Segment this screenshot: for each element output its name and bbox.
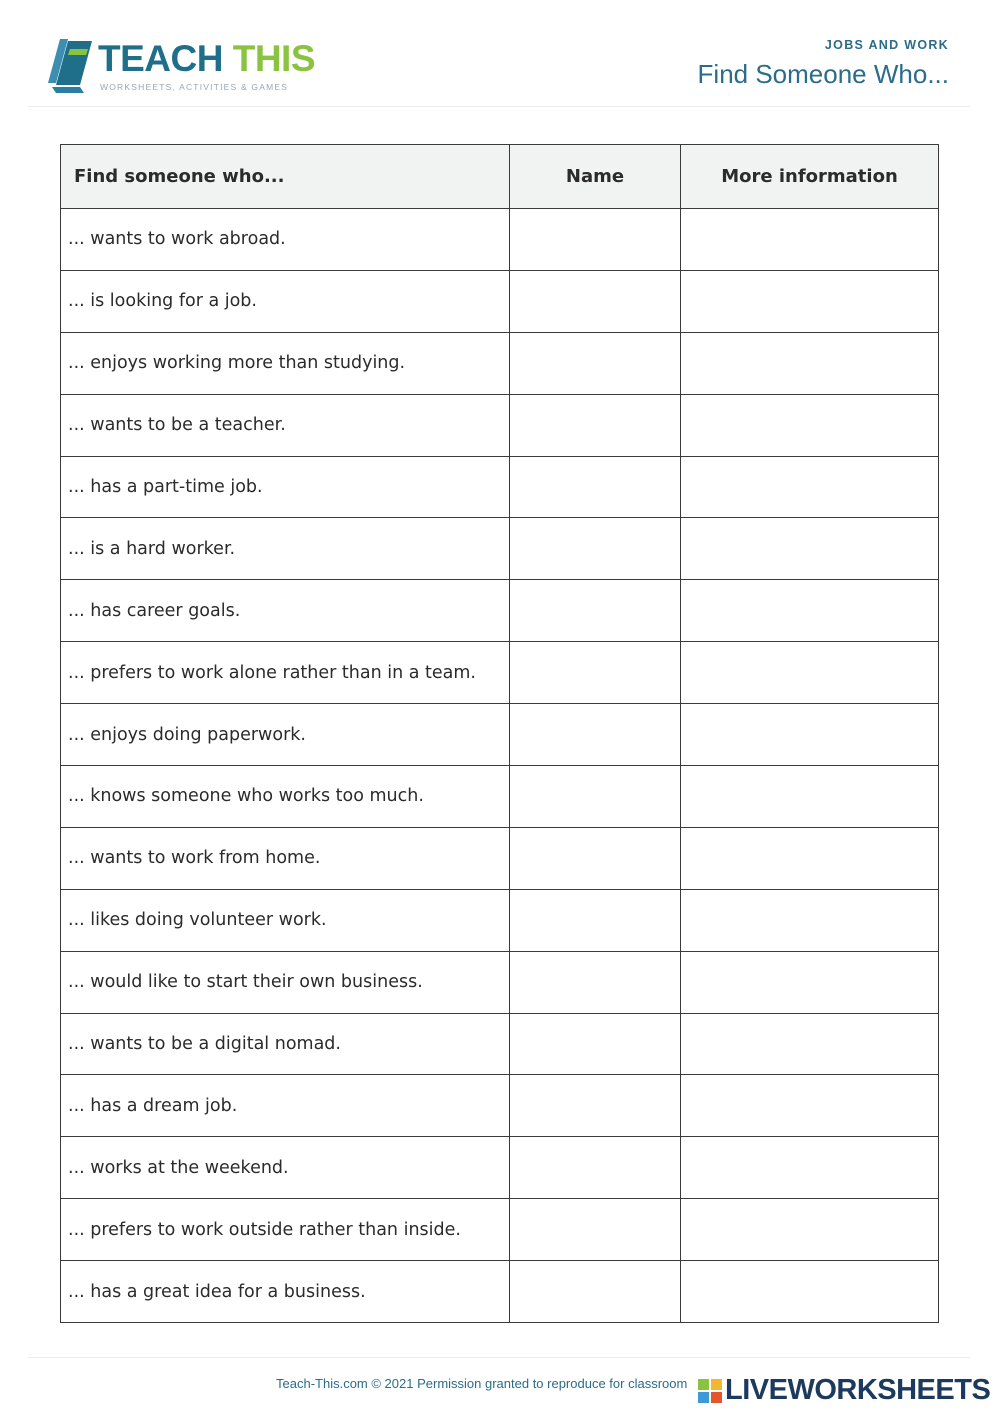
prompt-cell: ... is a hard worker. [61,518,510,580]
name-cell[interactable] [510,580,681,642]
worksheet-header [698,38,949,90]
more-information-cell[interactable] [681,1261,939,1323]
more-information-cell[interactable] [681,394,939,456]
more-information-cell[interactable] [681,1013,939,1075]
prompt-cell: ... has a dream job. [61,1075,510,1137]
prompt-cell: ... has a great idea for a business. [61,1261,510,1323]
more-information-cell[interactable] [681,332,939,394]
teachthis-logo [46,33,316,95]
name-cell[interactable] [510,209,681,271]
find-someone-table [60,144,939,1323]
category-label: JOBS AND WORK [824,38,949,52]
name-cell[interactable] [510,704,681,766]
name-cell[interactable] [510,1075,681,1137]
table-row [61,1075,939,1137]
header-more-information: More information [681,145,939,209]
header-divider [28,106,970,107]
table-row [61,766,939,828]
prompt-cell: ... likes doing volunteer work. [61,889,510,951]
more-information-cell[interactable] [681,827,939,889]
more-information-cell[interactable] [681,1137,939,1199]
name-cell[interactable] [510,1199,681,1261]
name-cell[interactable] [510,518,681,580]
logo-wordmark: TEACH THIS [98,38,316,79]
name-cell[interactable] [510,827,681,889]
table-row [61,642,939,704]
prompt-cell: ... prefers to work alone rather than in a team. [61,642,510,704]
more-information-cell[interactable] [681,580,939,642]
table-row [61,1199,939,1261]
prompt-cell: ... prefers to work outside rather than inside. [61,1199,510,1261]
table-row [61,456,939,518]
name-cell[interactable] [510,642,681,704]
name-cell[interactable] [510,270,681,332]
prompt-cell: ... wants to be a teacher. [61,394,510,456]
table-row [61,518,939,580]
more-information-cell[interactable] [681,1075,939,1137]
prompt-cell: ... wants to be a digital nomad. [61,1013,510,1075]
more-information-cell[interactable] [681,209,939,271]
logo-tagline: WORKSHEETS, ACTIVITIES & GAMES [100,82,289,92]
table-row [61,889,939,951]
table-row [61,1013,939,1075]
prompt-cell: ... knows someone who works too much. [61,766,510,828]
book-logo-icon [46,35,96,93]
name-cell[interactable] [510,332,681,394]
liveworksheets-wordmark: LIVEWORKSHEETS [725,1374,991,1406]
more-information-cell[interactable] [681,270,939,332]
header-find-someone: Find someone who... [61,145,510,209]
name-cell[interactable] [510,951,681,1013]
liveworksheets-logo-icon [698,1379,722,1403]
more-information-cell[interactable] [681,951,939,1013]
table-row [61,951,939,1013]
prompt-cell: ... is looking for a job. [61,270,510,332]
page-title: Find Someone Who... [697,59,949,89]
prompt-cell: ... wants to work abroad. [61,209,510,271]
name-cell[interactable] [510,766,681,828]
more-information-cell[interactable] [681,518,939,580]
prompt-cell: ... wants to work from home. [61,827,510,889]
header-name: Name [510,145,681,209]
prompt-cell: ... enjoys doing paperwork. [61,704,510,766]
name-cell[interactable] [510,889,681,951]
more-information-cell[interactable] [681,456,939,518]
table-row [61,580,939,642]
footer-divider [28,1357,970,1358]
prompt-cell: ... works at the weekend. [61,1137,510,1199]
table-row [61,209,939,271]
more-information-cell[interactable] [681,1199,939,1261]
name-cell[interactable] [510,394,681,456]
table-row [61,332,939,394]
table-row [61,1261,939,1323]
more-information-cell[interactable] [681,889,939,951]
name-cell[interactable] [510,1137,681,1199]
more-information-cell[interactable] [681,766,939,828]
prompt-cell: ... has career goals. [61,580,510,642]
table-row [61,704,939,766]
prompt-cell: ... would like to start their own business. [61,951,510,1013]
prompt-cell: ... has a part-time job. [61,456,510,518]
table-row [61,827,939,889]
table-row [61,270,939,332]
name-cell[interactable] [510,456,681,518]
more-information-cell[interactable] [681,642,939,704]
table-header-row [61,145,939,209]
prompt-cell: ... enjoys working more than studying. [61,332,510,394]
more-information-cell[interactable] [681,704,939,766]
name-cell[interactable] [510,1013,681,1075]
table-row [61,1137,939,1199]
table-row [61,394,939,456]
name-cell[interactable] [510,1261,681,1323]
copyright-footer: Teach-This.com © 2021 Permission granted to reproduce for classroom [276,1376,688,1391]
